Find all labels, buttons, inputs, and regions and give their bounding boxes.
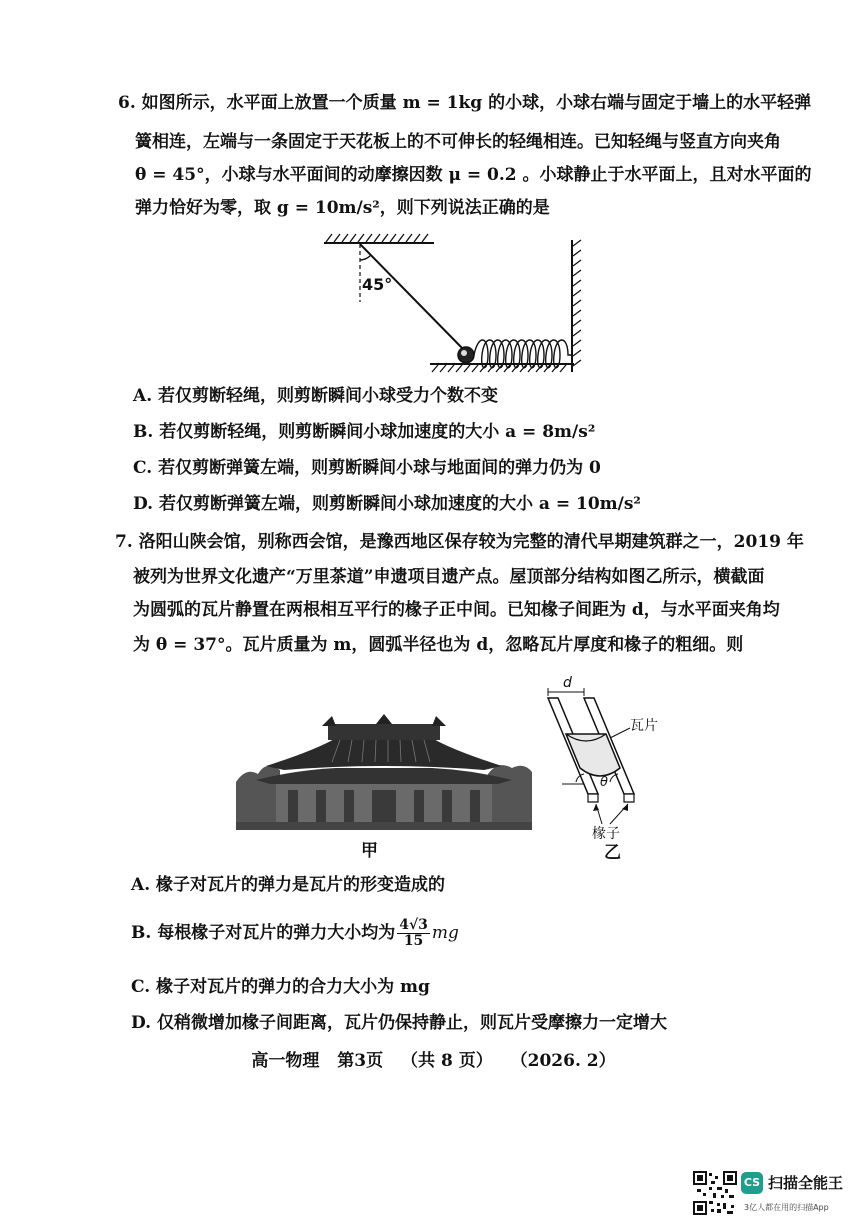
angle-arc [360,255,371,260]
q7-option-b-mg: mg [431,923,459,943]
page-footer [0,1046,867,1071]
qr-code [693,1171,737,1215]
footer-total: （共 8 页） [401,1051,493,1071]
building-photo [236,712,532,830]
q6-option-a: A. 若仅剪断轻绳，则剪断瞬间小球受力个数不变 [133,386,499,406]
app-name: 扫描全能王 [768,1174,844,1192]
q7-option-b-fraction [397,918,430,949]
q7-line-3: 为圆弧的瓦片静置在两根相互平行的椽子正中间。已知椽子间距为 d，与水平面夹角均 [133,600,780,620]
figure-jia-caption: 甲 [361,841,378,861]
q7-option-a: A. 椽子对瓦片的弹力是瓦片的形变造成的 [131,875,446,895]
q7-option-c: C. 椽子对瓦片的弹力的合力大小为 mg [131,977,430,997]
scanner-watermark [741,1170,861,1220]
q6-option-c: C. 若仅剪断弹簧左端，则剪断瞬间小球与地面间的弹力仍为 0 [133,458,601,478]
q7-option-b-text: B. 每根椽子对瓦片的弹力大小均为 [131,923,396,943]
q6-line-1: 6. 如图所示，水平面上放置一个质量 m = 1kg 的小球，小球右端与固定于墙上的水平轻弹 [118,93,812,113]
fraction-denominator: 15 [403,933,424,949]
app-tagline: 3亿人都在用的扫描App [744,1203,829,1212]
footer-date: （2026. 2） [510,1051,616,1071]
q6-figure [318,232,590,382]
cs-logo: CS [741,1172,763,1194]
wall-hatch [573,240,581,366]
label-d: d [563,675,572,691]
footer-subject: 高一物理 [251,1051,320,1071]
q7-option-d: D. 仅稍微增加椽子间距离，瓦片仍保持静止，则瓦片受摩擦力一定增大 [131,1013,667,1033]
footer-page: 第3页 [337,1051,384,1071]
ceiling-hatch [326,234,428,242]
angle-label: 45° [362,275,393,294]
rope [360,244,464,350]
label-wapian: 瓦片 [630,718,658,734]
q6-line-2: 簧相连，左端与一条固定于天花板上的不可伸长的轻绳相连。已知轻绳与竖直方向夹角 [135,132,781,152]
q7-line-1: 7. 洛阳山陕会馆，别称西会馆，是豫西地区保存较为完整的清代早期建筑群之一，2019 年 [115,532,804,552]
q6-option-d: D. 若仅剪断弹簧左端，则剪断瞬间小球加速度的大小 a = 10m/s² [133,494,641,514]
q7-line-2: 被列为世界文化遗产“万里茶道”申遗项目遗产点。屋顶部分结构如图乙所示，横截面 [133,567,765,587]
q7-option-b [131,918,459,949]
label-chuanzi: 椽子 [592,826,620,840]
q6-line-3: θ = 45°，小球与水平面间的动摩擦因数 μ = 0.2 。小球静止于水平面上，且对水平面的 [135,165,812,185]
q6-line-4: 弹力恰好为零，取 g = 10m/s²，则下列说法正确的是 [135,198,550,218]
q6-option-b: B. 若仅剪断轻绳，则剪断瞬间小球加速度的大小 a = 8m/s² [133,422,596,442]
q7-line-4: 为 θ = 37°。瓦片质量为 m，圆弧半径也为 d，忽略瓦片厚度和椽子的粗细。则 [133,635,744,655]
fraction-numerator: 4√3 [399,917,428,933]
label-theta: θ [600,775,608,790]
figure-yi-caption: 乙 [604,843,621,863]
rafters-diagram [540,672,680,840]
